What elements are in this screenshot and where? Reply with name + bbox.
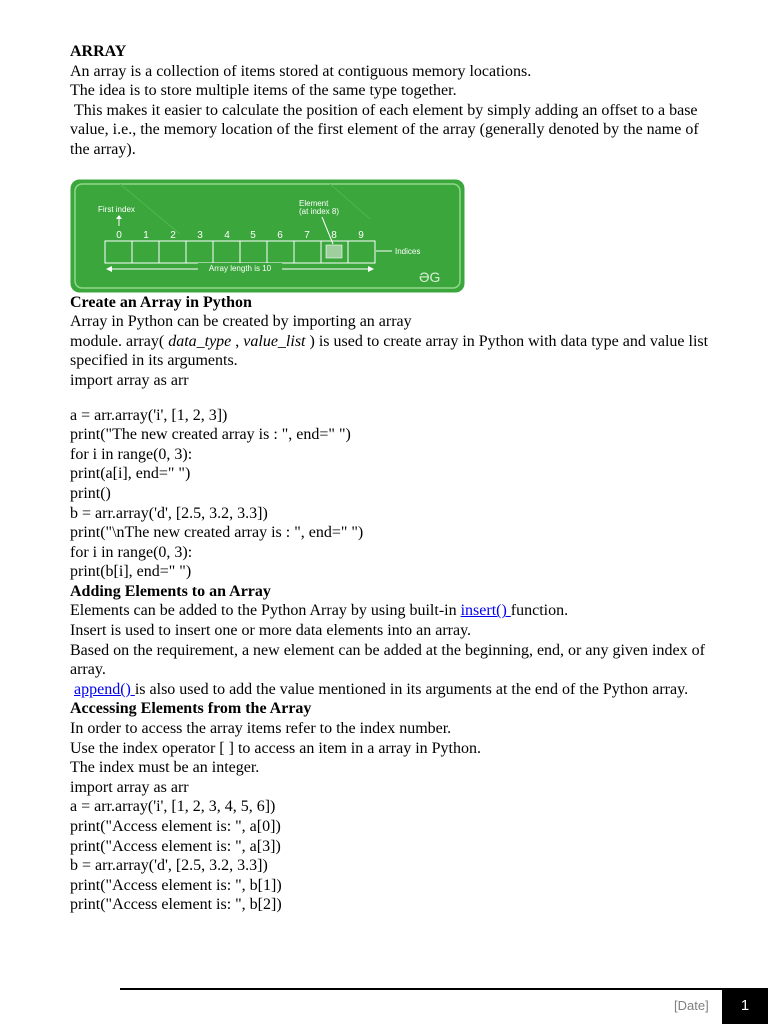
geeksforgeeks-logo: ƏG bbox=[419, 268, 441, 285]
access-line: The index must be an integer. bbox=[70, 759, 260, 777]
diagram-background bbox=[71, 179, 465, 292]
code-line: import array as arr bbox=[70, 371, 189, 389]
data-type-term: data_type bbox=[168, 332, 232, 350]
access-line: Use the index operator [ ] to access an item in a array in Python. bbox=[70, 739, 481, 757]
highlighted-element bbox=[326, 245, 342, 258]
index-label: 9 bbox=[358, 229, 364, 241]
element-label-line2: (at index 8) bbox=[299, 206, 340, 216]
array-length-label: Array length is 10 bbox=[208, 263, 272, 273]
code-line: b = arr.array('d', [2.5, 3.2, 3.3]) bbox=[70, 857, 268, 875]
index-label: 4 bbox=[224, 229, 230, 241]
add-paragraph-1 bbox=[70, 601, 720, 621]
index-label: 6 bbox=[277, 229, 283, 241]
add-paragraph-3: Based on the requirement, a new element can be added at the beginning, end, or any given index of array. bbox=[70, 641, 705, 679]
code-line: print(a[i], end=" ") bbox=[70, 465, 191, 483]
code-line: print("The new created array is : ", end=" ") bbox=[70, 426, 351, 444]
create-text: , bbox=[231, 332, 244, 350]
code-line: b = arr.array('d', [2.5, 3.2, 3.3]) bbox=[70, 504, 268, 522]
intro-line-2: The idea is to store multiple items of the same type together. bbox=[70, 82, 457, 100]
index-label: 7 bbox=[304, 229, 310, 241]
footer-date: [Date] bbox=[674, 998, 709, 1013]
append-link[interactable]: append() bbox=[74, 680, 135, 698]
footer-divider bbox=[120, 988, 768, 990]
add-paragraph-2: Insert is used to insert one or more data elements into an array. bbox=[70, 622, 472, 640]
create-paragraph-1: Array in Python can be created by importing an array bbox=[70, 313, 412, 331]
document-body bbox=[70, 42, 720, 915]
code-line: print("Access element is: ", b[2]) bbox=[70, 896, 282, 914]
add-paragraph-4 bbox=[70, 680, 720, 700]
element-label-line1: Element bbox=[299, 198, 329, 208]
code-line: print() bbox=[70, 484, 111, 502]
page-number: 1 bbox=[722, 990, 768, 1024]
add-text: function. bbox=[510, 602, 569, 620]
code-line: a = arr.array('i', [1, 2, 3, 4, 5, 6]) bbox=[70, 798, 276, 816]
section-create-title: Create an Array in Python bbox=[70, 293, 252, 311]
code-line: print("\nThe new created array is : ", end=" ") bbox=[70, 524, 364, 542]
index-label: 2 bbox=[170, 229, 176, 241]
blank-line bbox=[70, 391, 720, 406]
value-list-term: value_list bbox=[243, 332, 306, 350]
code-line: import array as arr bbox=[70, 778, 189, 796]
code-line: print(b[i], end=" ") bbox=[70, 563, 192, 581]
code-line: print("Access element is: ", a[0]) bbox=[70, 818, 281, 835]
code-line: for i in range(0, 3): bbox=[70, 445, 193, 463]
index-label: 0 bbox=[116, 229, 122, 241]
insert-link[interactable]: insert() bbox=[460, 602, 511, 620]
code-line: print("Access element is: ", a[3]) bbox=[70, 837, 281, 855]
code-line: for i in range(0, 3): bbox=[70, 543, 193, 561]
add-text: Elements can be added to the Python Array by using built-in bbox=[70, 602, 461, 620]
add-text: is also used to add the value mentioned in its arguments at the end of the Python array. bbox=[134, 680, 689, 698]
index-label: 3 bbox=[197, 229, 203, 241]
indices-label: Indices bbox=[395, 246, 421, 256]
create-text: ) is used to create array in Python with data type and value list specified in its arguments. bbox=[70, 332, 709, 370]
index-label: 5 bbox=[250, 229, 256, 241]
create-text: module. array( bbox=[70, 332, 169, 350]
section-add-title: Adding Elements to an Array bbox=[70, 582, 271, 600]
index-label: 1 bbox=[143, 229, 149, 241]
intro-line-3: This makes it easier to calculate the position of each element by simply adding an offset to a base value, i.e., the memory location of the first element of the array (generally denoted by the name of the array). bbox=[70, 101, 703, 158]
array-diagram bbox=[70, 179, 465, 293]
index-label: 8 bbox=[331, 229, 337, 241]
code-line: a = arr.array('i', [1, 2, 3]) bbox=[70, 406, 228, 424]
page-title: ARRAY bbox=[70, 43, 127, 60]
intro-line-1: An array is a collection of items stored at contiguous memory locations. bbox=[70, 62, 532, 80]
code-line: print("Access element is: ", b[1]) bbox=[70, 876, 282, 894]
access-line: In order to access the array items refer to the index number. bbox=[70, 720, 452, 738]
section-access-title: Accessing Elements from the Array bbox=[70, 700, 312, 718]
create-paragraph-2 bbox=[70, 332, 720, 371]
first-index-label: First index bbox=[98, 204, 135, 214]
